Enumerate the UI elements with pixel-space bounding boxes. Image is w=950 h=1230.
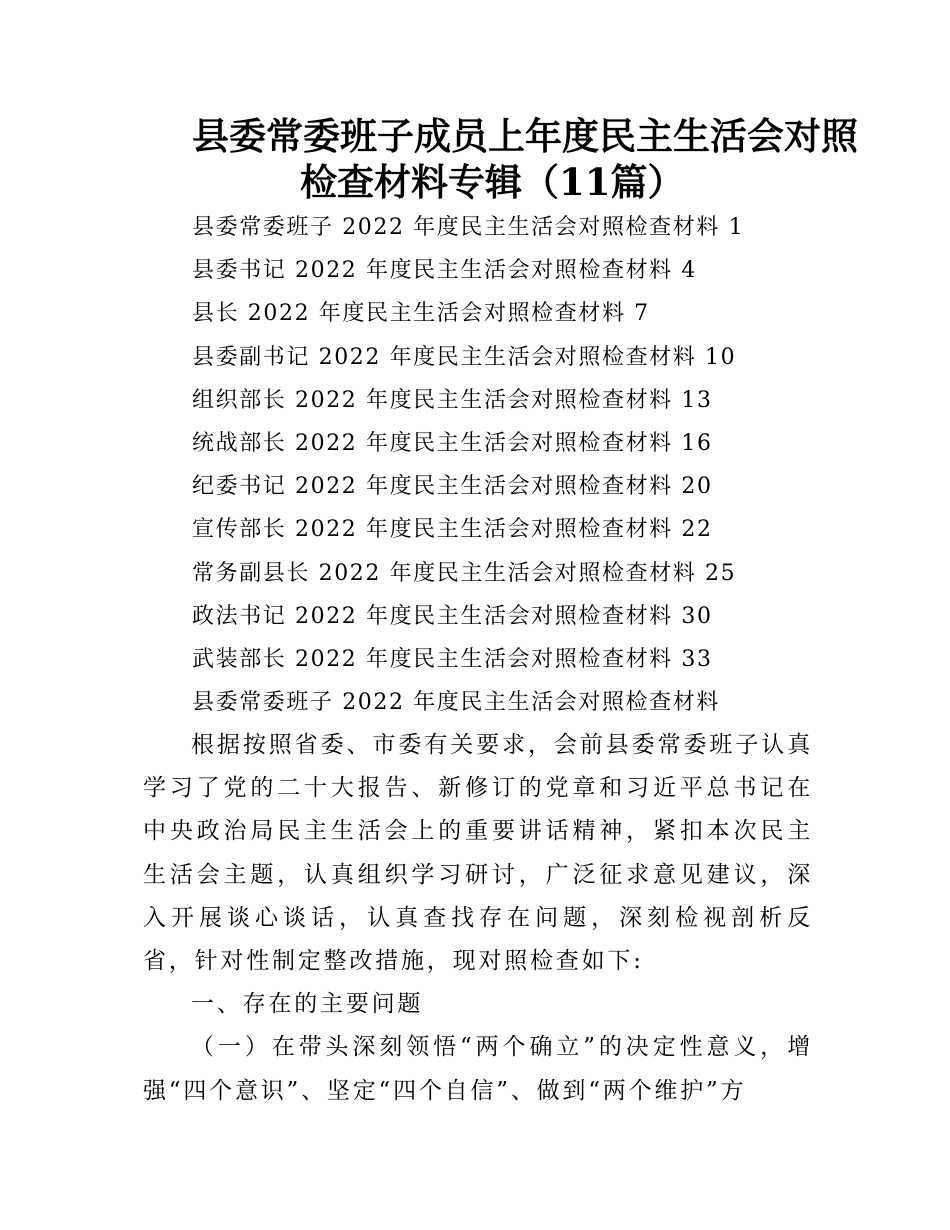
intro-paragraph: 根据按照省委、市委有关要求，会前县委常委班子认真学习了党的二十大报告、新修订的党章和习近平总书记在中央政治局民主生活会上的重要讲话精神，紧扣本次民主生活会主题，认真组织学习研讨，广泛征求意见建议，深入开展谈心谈话，认真查找存在问题，深刻检视剖析反省，针对性制定整改措施，现对照检查如下:	[143, 732, 813, 975]
toc-item: 县委常委班子 2022 年度民主生活会对照检查材料 1	[192, 215, 745, 240]
toc-item: 县长 2022 年度民主生活会对照检查材料 7	[192, 301, 650, 327]
toc-item: 县委副书记 2022 年度民主生活会对照检查材料 10	[192, 344, 737, 370]
document-title-line-2: 检查材料专辑（11篇）	[300, 160, 685, 204]
toc-item: 武装部长 2022 年度民主生活会对照检查材料 33	[192, 646, 713, 672]
toc-item: 政法书记 2022 年度民主生活会对照检查材料 30	[192, 603, 713, 629]
toc-item: 组织部长 2022 年度民主生活会对照检查材料 13	[192, 387, 713, 413]
section-heading: 一、存在的主要问题	[191, 991, 424, 1018]
document-title-line-1: 县委常委班子成员上年度民主生活会对照	[192, 114, 858, 158]
toc-item: 统战部长 2022 年度民主生活会对照检查材料 16	[192, 430, 713, 456]
subsection-paragraph: （一）在带头深刻领悟“两个确立”的决定性意义，增强“四个意识”、坚定“四个自信”、做到“两个维护”方	[143, 1034, 813, 1104]
toc-item: 常务副县长 2022 年度民主生活会对照检查材料 25	[192, 560, 737, 586]
document-body	[143, 724, 813, 1113]
toc-item: 纪委书记 2022 年度民主生活会对照检查材料 20	[192, 474, 713, 500]
toc-item: 宣传部长 2022 年度民主生活会对照检查材料 22	[192, 517, 713, 543]
toc-item: 县委书记 2022 年度民主生活会对照检查材料 4	[192, 258, 697, 284]
section-heading-first-report: 县委常委班子 2022 年度民主生活会对照检查材料	[192, 690, 720, 716]
table-of-contents	[192, 206, 744, 724]
